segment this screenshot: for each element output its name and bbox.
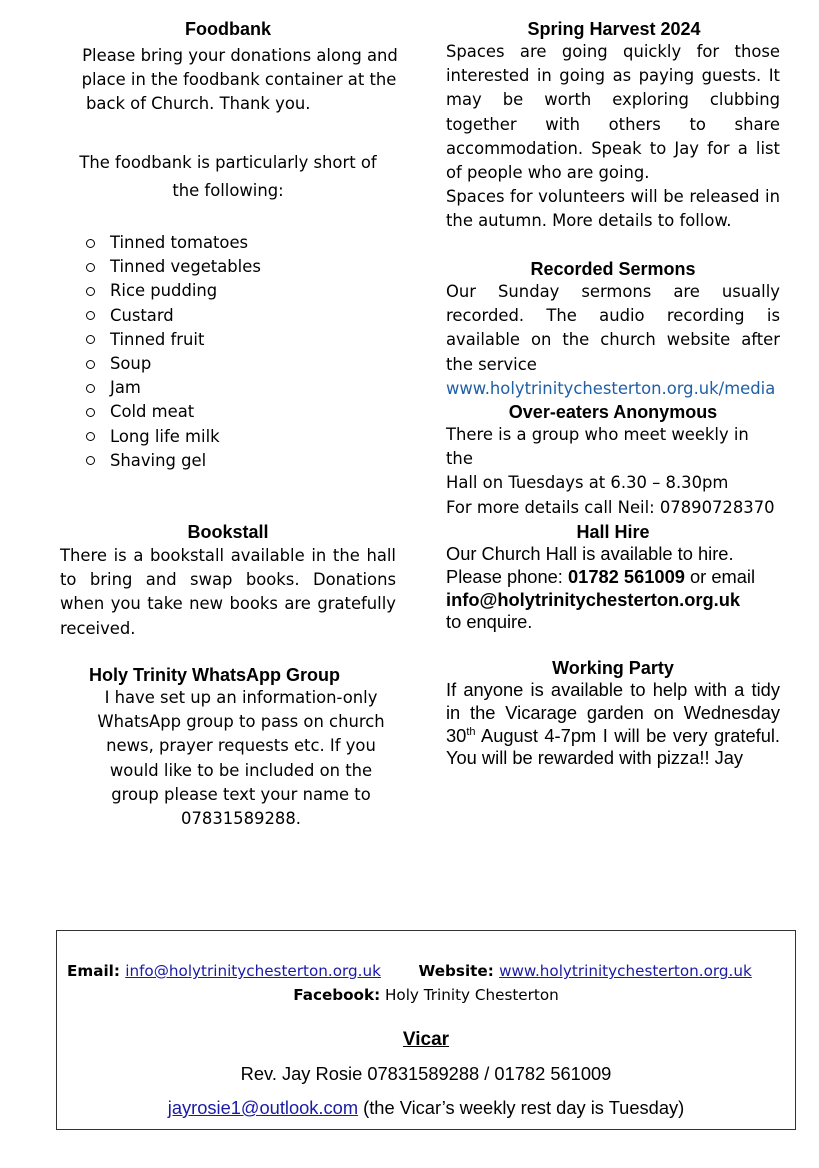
bookstall-section	[60, 521, 396, 641]
footer-facebook-line	[57, 985, 795, 1005]
foodbank-item	[86, 449, 261, 473]
contact-footer-box	[56, 930, 796, 1130]
circle-bullet-icon	[86, 384, 95, 393]
foodbank-item-label: Rice pudding	[110, 281, 218, 301]
hall-hire-title: Hall Hire	[576, 522, 650, 542]
foodbank-short-line: The foodbank is particularly short of	[79, 153, 377, 172]
overeaters-section	[446, 401, 780, 520]
hall-hire-section	[446, 521, 780, 634]
foodbank-item-label: Jam	[110, 378, 141, 398]
spring-harvest-para2: Spaces for volunteers will be released in the autumn. More details to follow.	[446, 187, 780, 231]
footer-facebook-name: Holy Trinity Chesterton	[380, 986, 559, 1004]
foodbank-line: place in the foodbank container at the	[81, 70, 397, 90]
circle-bullet-icon	[86, 335, 95, 344]
vicar-email-line	[57, 1097, 795, 1119]
foodbank-item	[86, 328, 261, 352]
spring-harvest-section	[446, 18, 780, 234]
bookstall-title: Bookstall	[187, 522, 269, 542]
overeaters-line: For more details call Neil: 07890728370	[446, 497, 775, 517]
foodbank-item-label: Shaving gel	[110, 450, 207, 470]
foodbank-item	[86, 231, 261, 255]
whatsapp-line: would like to be included on the	[109, 760, 373, 780]
foodbank-items-list	[86, 231, 261, 473]
hall-hire-line: to enquire.	[446, 611, 533, 633]
foodbank-item-label: Cold meat	[110, 402, 195, 422]
foodbank-item	[86, 304, 261, 328]
bookstall-text: There is a bookstall available in the hall to bring and swap books. Donations when you take new books are gratefully received.	[60, 546, 396, 638]
hall-hire-phone: 01782 561009	[567, 565, 685, 587]
working-party-section	[446, 657, 780, 770]
spring-harvest-title: Spring Harvest 2024	[527, 19, 701, 39]
footer-website-link[interactable]: www.holytrinitychesterton.org.uk	[499, 962, 752, 980]
whatsapp-title: Holy Trinity WhatsApp Group	[89, 665, 340, 685]
whatsapp-line: 07831589288.	[181, 809, 301, 829]
whatsapp-text	[60, 686, 396, 831]
foodbank-short-line: the following:	[172, 181, 284, 201]
foodbank-line: Please bring your donations along and	[82, 46, 398, 65]
hall-hire-phone-suffix: or email	[684, 565, 756, 587]
vicar-contact-line: Rev. Jay Rosie 07831589288 / 01782 561009	[240, 1063, 612, 1084]
hall-hire-phone-prefix: Please phone:	[446, 565, 568, 587]
foodbank-short-note	[60, 151, 396, 203]
footer-email-link[interactable]: info@holytrinitychesterton.org.uk	[125, 962, 381, 980]
foodbank-item-label: Custard	[110, 305, 174, 325]
circle-bullet-icon	[86, 408, 95, 417]
whatsapp-section	[60, 664, 396, 831]
circle-bullet-icon	[86, 456, 95, 465]
foodbank-item-label: Long life milk	[110, 426, 220, 446]
hall-hire-phone-line	[446, 566, 780, 589]
footer-email-label: Email:	[67, 962, 126, 980]
spring-harvest-para1: Spaces are going quickly for those interested in going as paying guests. It may be worth exploring clubbing together with others to share accommodation. Speak to Jay for a list of people who are going.	[446, 42, 780, 183]
circle-bullet-icon	[86, 311, 95, 320]
foodbank-item	[86, 279, 261, 303]
hall-hire-email[interactable]: info@holytrinitychesterton.org.uk	[446, 588, 741, 610]
whatsapp-line: group please text your name to	[111, 784, 371, 804]
working-party-sup: th	[466, 725, 476, 738]
vicar-email-link[interactable]: jayrosie1@outlook.com	[167, 1097, 359, 1118]
overeaters-title: Over-eaters Anonymous	[508, 402, 718, 422]
foodbank-title: Foodbank	[185, 19, 271, 39]
sermons-media-link[interactable]: www.holytrinitychesterton.org.uk/media	[446, 378, 776, 398]
circle-bullet-icon	[86, 287, 95, 296]
overeaters-line: Hall on Tuesdays at 6.30 – 8.30pm	[446, 473, 729, 493]
footer-website-label: Website:	[418, 962, 500, 980]
foodbank-section	[60, 18, 396, 40]
sermons-text: Our Sunday sermons are usually recorded. The audio recording is available on the church website after the service	[446, 282, 780, 374]
footer-contact-line	[67, 961, 787, 981]
circle-bullet-icon	[86, 360, 95, 369]
working-party-title: Working Party	[552, 658, 674, 678]
vicar-rest-day-note: (the Vicar’s weekly rest day is Tuesday)	[358, 1097, 685, 1118]
circle-bullet-icon	[86, 263, 95, 272]
foodbank-item-label: Tinned vegetables	[110, 257, 261, 277]
hall-hire-line: Our Church Hall is available to hire.	[446, 543, 734, 564]
footer-facebook-label: Facebook:	[293, 986, 381, 1004]
foodbank-item	[86, 255, 261, 279]
whatsapp-line: news, prayer requests etc. If you	[106, 736, 376, 756]
foodbank-item	[86, 425, 261, 449]
overeaters-line: There is a group who meet weekly in the	[446, 425, 749, 469]
working-party-text-before: If anyone is available to help with a tidy in the Vicarage garden on Wednesday 30	[446, 679, 780, 746]
foodbank-item-label: Tinned fruit	[110, 329, 205, 349]
foodbank-intro	[80, 44, 400, 117]
working-party-text-after: August 4-7pm I will be very grateful. You will be rewarded with pizza!! Jay	[446, 724, 780, 769]
sermons-section	[446, 258, 780, 401]
foodbank-line: back of Church. Thank you.	[86, 94, 311, 114]
circle-bullet-icon	[86, 432, 95, 441]
vicar-title: Vicar	[402, 1029, 450, 1050]
foodbank-item	[86, 352, 261, 376]
sermons-title: Recorded Sermons	[530, 259, 696, 279]
whatsapp-line: I have set up an information-only	[104, 688, 378, 707]
circle-bullet-icon	[86, 239, 95, 248]
foodbank-item	[86, 376, 261, 400]
whatsapp-line: WhatsApp group to pass on church	[97, 712, 385, 732]
foodbank-item	[86, 400, 261, 424]
foodbank-item-label: Soup	[110, 354, 152, 374]
working-party-text	[446, 679, 780, 770]
foodbank-item-label: Tinned tomatoes	[110, 233, 249, 252]
